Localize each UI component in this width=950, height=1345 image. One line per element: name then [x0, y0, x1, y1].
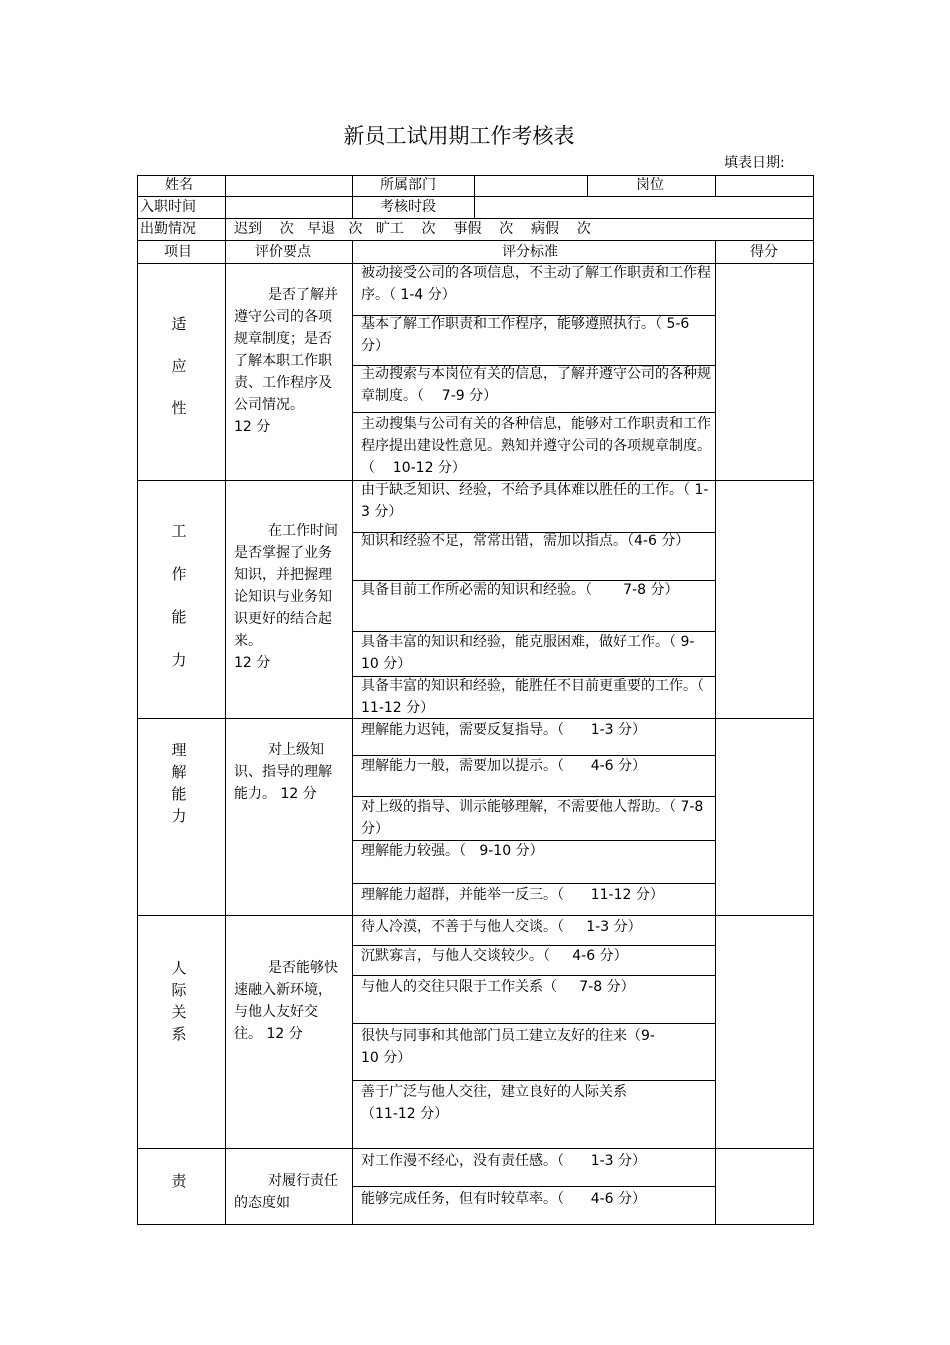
criteria-divider — [352, 1023, 715, 1024]
attendance-label: 出勤情况 — [140, 221, 196, 237]
criterion: 具备目前工作所必需的知识和经验。（ 7-8 分） — [361, 582, 679, 598]
category-char: 作 — [171, 565, 187, 583]
criterion: 主动搜集与公司有关的各种信息，能够对工作职责和工作程序提出建设性意见。熟知并遵守公司的各项规章制度。（ 10-12 分） — [361, 416, 711, 476]
category-char: 性 — [171, 399, 187, 417]
criterion: 很快与同事和其他部门员工建立友好的往来（9-10 分） — [361, 1028, 655, 1066]
category-char: 系 — [171, 1025, 187, 1043]
criterion: 能够完成任务，但有时较草率。（ 4-6 分） — [361, 1191, 647, 1207]
criterion: 主动搜索与本岗位有关的信息，了解并遵守公司的各种规章制度。（ 7-9 分） — [361, 366, 711, 404]
category-comprehension — [137, 739, 221, 827]
assessment-period-label: 考核时段 — [380, 199, 436, 215]
row-divider — [137, 196, 814, 197]
criterion: 具备丰富的知识和经验，能克服困难，做好工作。（ 9-10 分） — [361, 634, 695, 672]
key-point: 是否能够快速融入新环境，与他人友好交往。 12 分 — [234, 960, 338, 1042]
category-char: 工 — [171, 522, 187, 540]
row-divider — [137, 240, 814, 241]
criterion: 理解能力一般，需要加以提示。（ 4-6 分） — [361, 758, 647, 774]
column-header-criteria: 评分标准 — [502, 244, 558, 260]
category-char: 关 — [171, 1003, 187, 1021]
fill-date-label: 填表日期: — [724, 155, 785, 171]
criterion: 理解能力迟钝，需要反复指导。（ 1-3 分） — [361, 722, 647, 738]
criterion: 待人冷漠，不善于与他人交谈。（ 1-3 分） — [361, 919, 642, 935]
criterion: 与他人的交往只限于工作关系（ 7-8 分） — [361, 979, 635, 995]
category-char: 人 — [171, 959, 187, 977]
criteria-divider — [352, 1186, 715, 1187]
criterion: 理解能力超群，并能举一反三。（ 11-12 分） — [361, 887, 664, 903]
col-divider — [225, 218, 226, 240]
category-char: 力 — [171, 651, 187, 669]
category-char: 解 — [171, 763, 187, 781]
criterion: 对上级的指导、训示能够理解，不需要他人帮助。（ 7-8 分） — [361, 799, 704, 837]
section-divider — [137, 1148, 814, 1149]
category-char: 能 — [171, 785, 187, 803]
category-char: 责 — [171, 1172, 187, 1190]
category-char: 应 — [171, 357, 187, 375]
criterion: 对工作漫不经心，没有责任感。（ 1-3 分） — [361, 1153, 647, 1169]
category-work-ability — [137, 510, 221, 682]
key-point: 对履行责任的态度如 — [234, 1173, 338, 1211]
category-char: 理 — [171, 741, 187, 759]
col-divider — [474, 175, 475, 218]
column-header-item: 项目 — [164, 244, 192, 260]
key-point: 在工作时间是否掌握了业务知识，并把握理论知识与业务知识更好的结合起来。 12 分 — [234, 523, 338, 671]
key-point: 是否了解并遵守公司的各项规章制度；是否了解本职工作职责、工作程序及公司情况。 12 分 — [234, 287, 338, 435]
category-interpersonal — [137, 957, 221, 1045]
criterion: 理解能力较强。（ 9-10 分） — [361, 843, 544, 859]
category-char: 适 — [171, 315, 187, 333]
col-divider — [587, 175, 588, 196]
criterion: 沉默寡言，与他人交谈较少。（ 4-6 分） — [361, 948, 628, 964]
criterion: 具备丰富的知识和经验，能胜任不目前更重要的工作。（ 11-12 分） — [361, 678, 713, 716]
criterion: 被动接受公司的各项信息，不主动了解工作职责和工作程序。（ 1-4 分） — [361, 265, 711, 303]
col-divider — [352, 240, 353, 1225]
criterion: 由于缺乏知识、经验，不给予具体难以胜任的工作。（ 1-3 分） — [361, 482, 709, 520]
criterion: 基本了解工作职责和工作程序，能够遵照执行。（ 5-6 分） — [361, 316, 694, 354]
entry-time-label: 入职时间 — [140, 199, 196, 215]
category-adaptability — [137, 303, 221, 429]
category-char: 能 — [171, 608, 187, 626]
col-divider — [715, 240, 716, 1225]
page-title: 新员工试用期工作考核表 — [343, 124, 575, 148]
position-label: 岗位 — [636, 177, 664, 193]
col-divider — [352, 175, 353, 218]
category-char: 力 — [171, 807, 187, 825]
criterion: 善于广泛与他人交往，建立良好的人际关系（11-12 分） — [361, 1084, 627, 1122]
department-label: 所属部门 — [380, 177, 436, 193]
col-divider — [225, 240, 226, 1225]
category-char: 际 — [171, 981, 187, 999]
column-header-score: 得分 — [750, 244, 778, 260]
col-divider — [715, 175, 716, 196]
criterion: 知识和经验不足，常常出错，需加以指点。（4-6 分） — [361, 533, 690, 549]
key-point: 对上级知识、指导的理解能力。 12 分 — [234, 742, 332, 802]
category-responsibility — [137, 1170, 221, 1192]
name-label: 姓名 — [165, 177, 193, 193]
attendance-detail: 迟到 次 早退 次 旷工 次 事假 次 病假 次 — [234, 221, 591, 237]
column-header-key-points: 评价要点 — [255, 244, 311, 260]
col-divider — [225, 175, 226, 218]
